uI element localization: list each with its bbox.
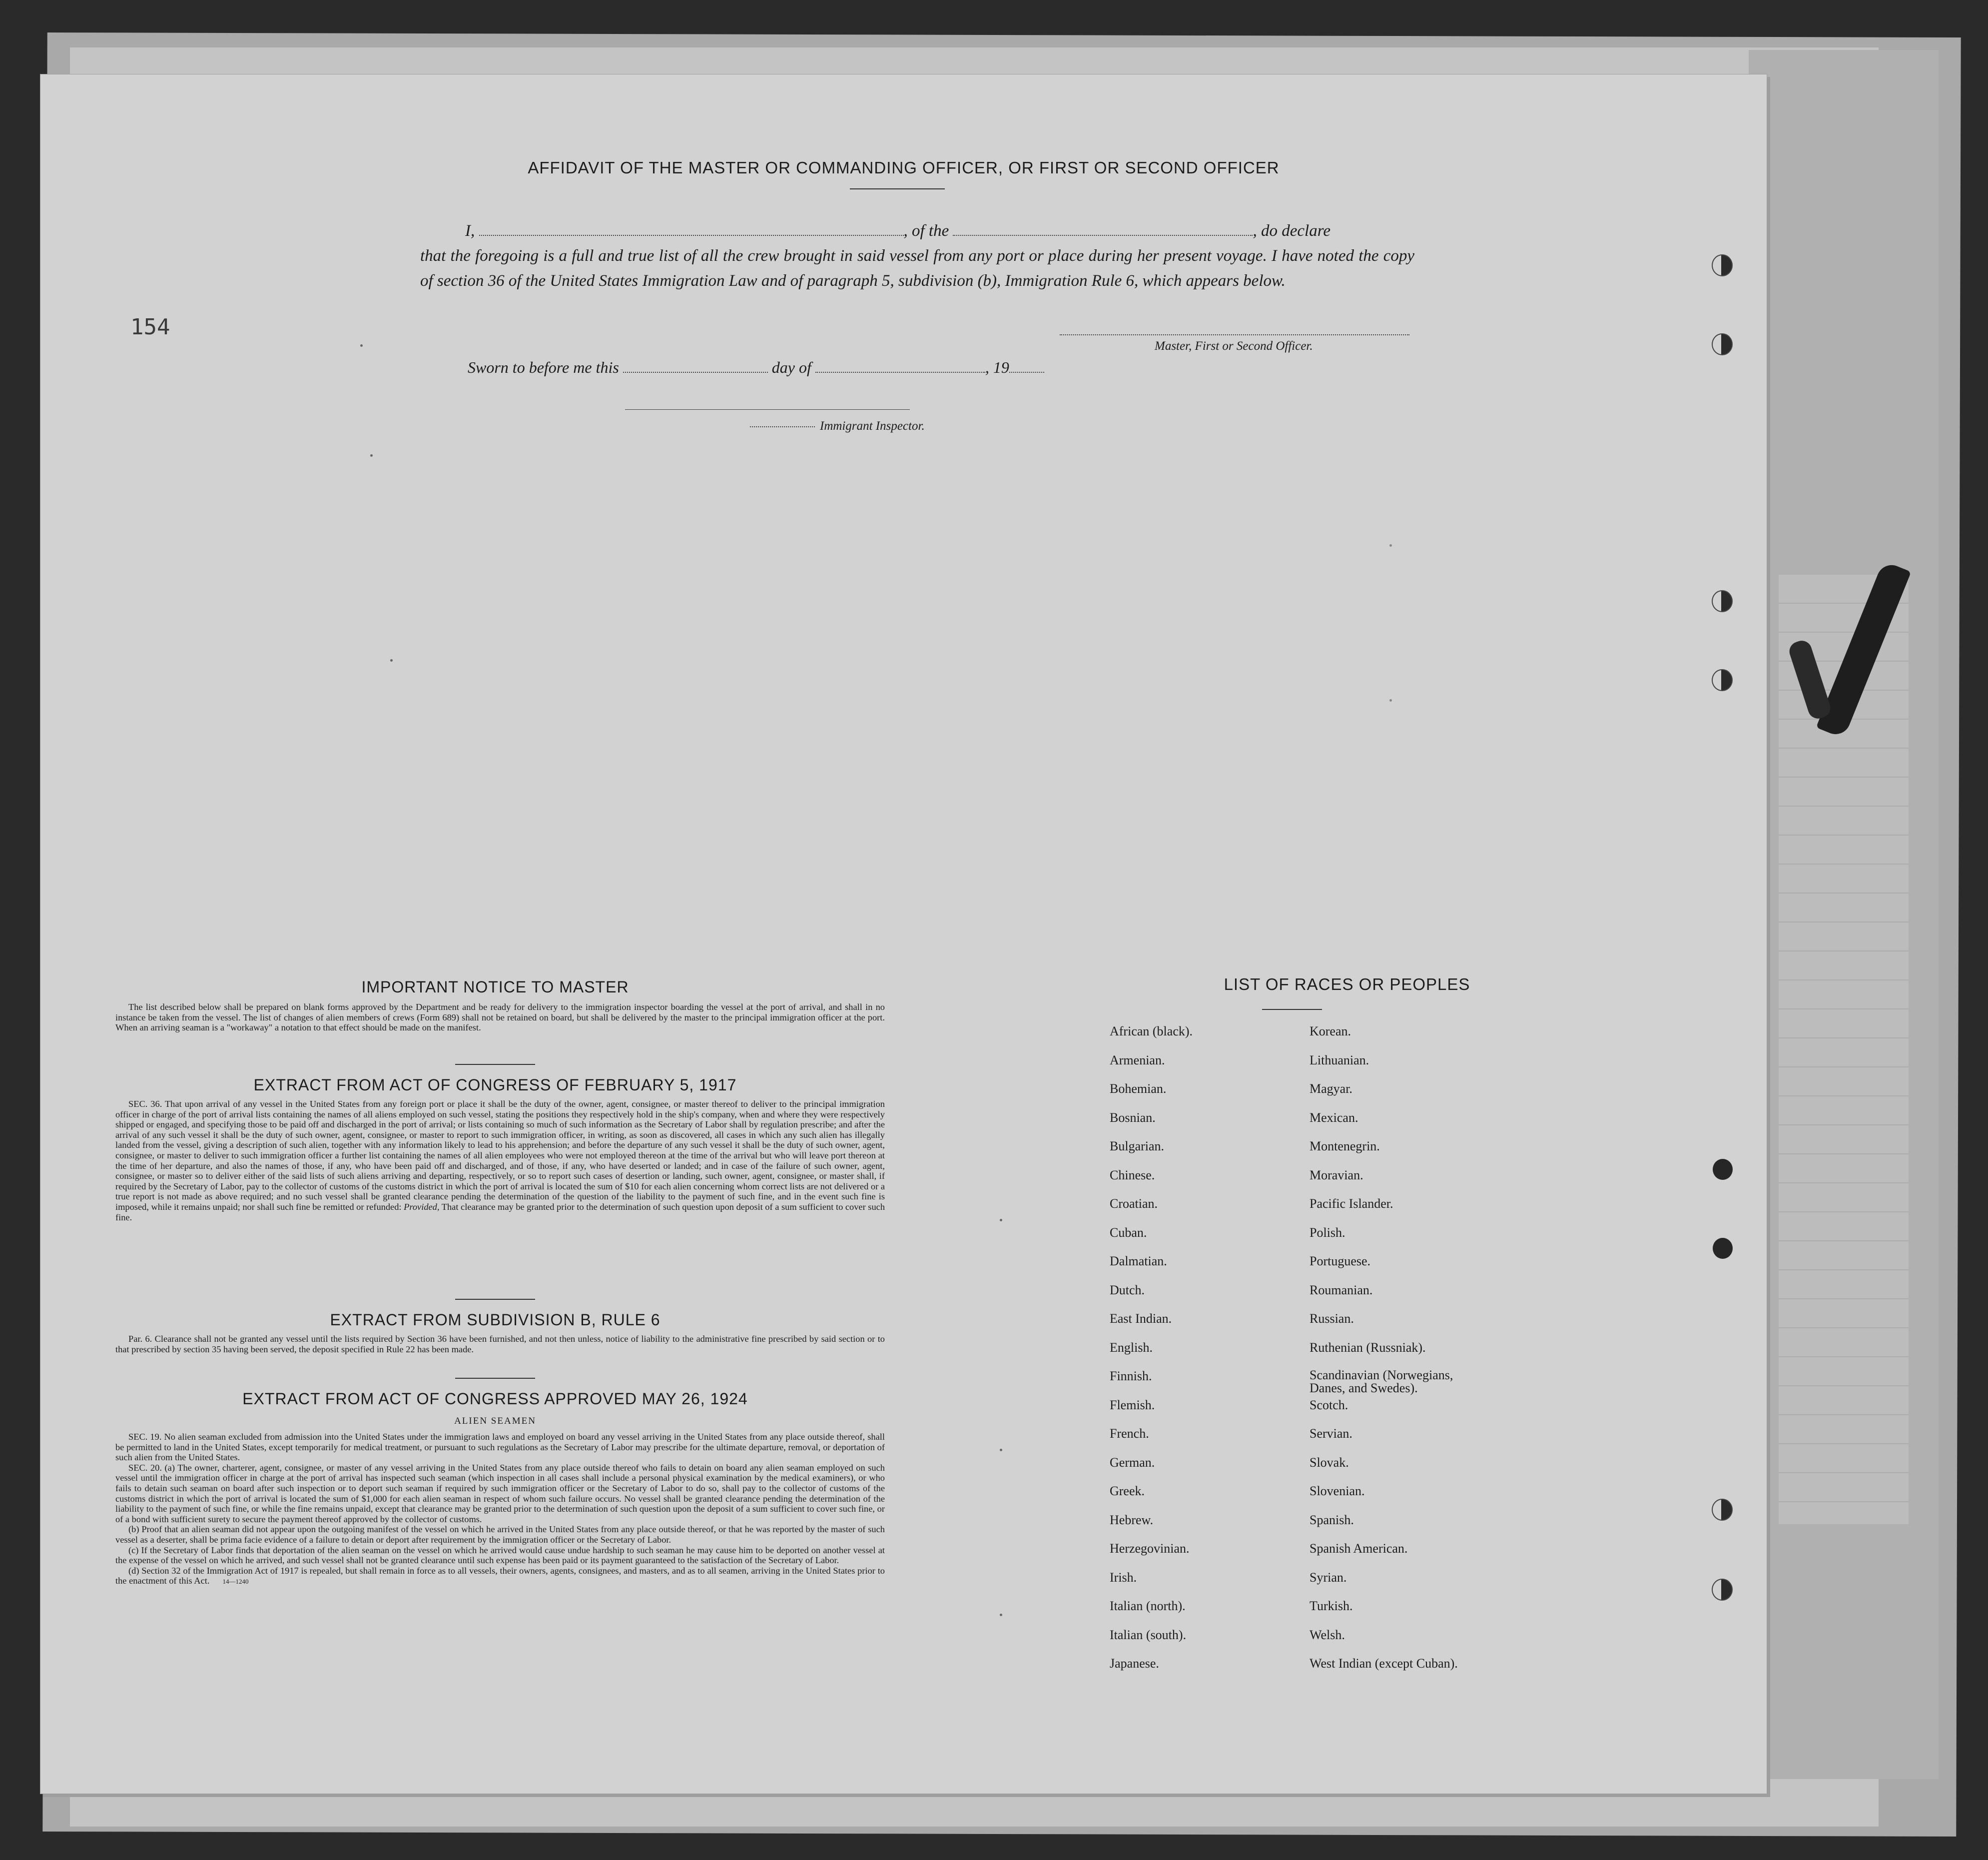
binder-hole <box>1712 254 1733 276</box>
notice-title: IMPORTANT NOTICE TO MASTER <box>361 978 629 996</box>
inspector-dots <box>750 426 815 427</box>
affidavit-title: AFFIDAVIT OF THE MASTER OR COMMANDING OFFICER, OR FIRST OR SECOND OFFICER <box>528 158 1280 177</box>
race-item: Ruthenian (Russniak). <box>1310 1340 1426 1355</box>
race-item: Servian. <box>1310 1426 1352 1441</box>
race-item: Moravian. <box>1310 1167 1363 1182</box>
race-item: Montenegrin. <box>1310 1139 1380 1153</box>
faint-dot <box>1389 544 1392 547</box>
faint-dot <box>1389 699 1392 702</box>
title-divider <box>850 188 945 189</box>
affidavit-of-the: , of the <box>903 222 949 240</box>
race-item: Lithuanian. <box>1310 1052 1369 1067</box>
section-divider <box>455 1299 535 1300</box>
race-item: Magyar. <box>1310 1081 1352 1096</box>
extract-1924-title: EXTRACT FROM ACT OF CONGRESS APPROVED MAY 26, 1924 <box>242 1390 748 1408</box>
race-item: Dutch. <box>1110 1282 1145 1297</box>
affidavit-page <box>40 74 1767 1794</box>
affidavit-declare: , do declare <box>1253 222 1330 240</box>
race-item: German. <box>1110 1455 1155 1470</box>
race-item: Dalmatian. <box>1110 1254 1167 1268</box>
year-blank[interactable] <box>1009 372 1044 373</box>
section-divider <box>455 1064 535 1065</box>
race-item: Pacific Islander. <box>1310 1196 1393 1211</box>
year-label: , 19 <box>985 358 1009 376</box>
race-item: Bulgarian. <box>1110 1139 1165 1153</box>
race-item: Hebrew. <box>1110 1512 1154 1527</box>
race-item: Bosnian. <box>1110 1110 1156 1125</box>
race-item: Welsh. <box>1310 1627 1345 1642</box>
faint-dot <box>1000 1449 1002 1451</box>
margin-number: 154 <box>130 314 170 340</box>
sec36-text: SEC. 36. That upon arrival of any vessel in the United States from any foreign port or place it shall be the duty of the owner, agent, consignee, or master thereof to deliver to the principal immigration officer in charge of the port of arrival lists containing the names of all aliens employed on such vessel, stating the positions they respectively hold in the ship's company, when and where they were respectively shipped or engaged, and specifying those to be paid off and discharged in the port of arrival; or lists containing so much of such information as the Secretary of Labor shall by regulation prescribe; and after the arrival of any such vessel it shall be the duty of such owner, agent, consignee, or master to report to such immigration officer, in writing, as soon as discovered, all cases in which any such alien has illegally landed from the vessel, giving a description of such alien, together with any information likely to lead to his apprehension; and before the departure of any such vessel it shall be the duty of such owner, agent, consignee, or master to deliver to such immigration officer a further list containing the names of all alien employees who were not employed thereon at the time of the arrival but who will leave port thereon at the time of her departure, and also the names of those, if any, who have been paid off and discharged, and of those, if any, who have deserted or landed; and in case of the failure of such owner, agent, consignee, or master so to deliver either of the said lists of such aliens arriving and departing, respectively, or so to report such cases of desertion or landing, such owner, agent, consignee, or master shall, if required by the Secretary of Labor, pay to the collector of customs of the customs district in which the port of arrival is located the sum of $10 for each alien concerning whom correct lists are not delivered or a true report is not made as above required; and no such vessel shall be granted clearance pending the determination of the question of the liability to the payment of such fine, and in the event such fine is imposed, while it remains unpaid; nor shall such fine be remitted or refunded: <box>115 1099 885 1212</box>
affidavit-text <box>420 218 1414 293</box>
race-item: Roumanian. <box>1310 1282 1373 1297</box>
faint-dot <box>360 344 363 347</box>
sec20d-paragraph: (d) Section 32 of the Immigration Act of 1917 is repealed, but shall remain in force as to all vessels, their owners, agents, consignees, and masters, and as to all seamen, arriving in the United States prior to the enactment of this Act. <box>115 1565 885 1586</box>
race-item: Bohemian. <box>1110 1081 1167 1096</box>
race-item: Scandinavian (Norwegians, Danes, and Swedes). <box>1310 1368 1453 1395</box>
binder-hole <box>1712 333 1733 355</box>
day-blank[interactable] <box>623 372 768 373</box>
binder-hole <box>1713 1159 1733 1180</box>
race-item: French. <box>1110 1426 1149 1441</box>
faint-dot <box>390 659 393 662</box>
affidavit-i: I, <box>465 222 475 240</box>
faint-dot <box>370 454 373 457</box>
race-item: Italian (south). <box>1110 1627 1187 1642</box>
section-divider <box>455 1378 535 1379</box>
extract-1924-text <box>115 1432 885 1587</box>
sec20a-paragraph: SEC. 20. (a) The owner, charterer, agent, consignee, or master of any vessel arriving in the United States from any place outside thereof who fails to detain on board any alien seaman employed on such vessel until the immigration officer in charge at the port of arrival has inspected such seaman (which inspection in all cases shall include a personal physical examination by the medical examiners), or who fails to detain such seaman on board after such inspection or to deport such seaman if required by such immigration officer or the Secretary of Labor to do so, shall pay to the collector of customs of the customs district in which the port of arrival is located the sum of $1,000 for each alien seaman in respect of whom such failure occurs. No vessel shall be granted clearance pending the determination of the liability to the payment of such fine, or while the fine remains unpaid, except that clearance may be granted prior to the determination of such question upon the deposit of a sum sufficient to cover such fine, or of a bond with sufficient surety to secure the payment thereof approved by the collector of customs. <box>115 1462 885 1524</box>
faint-dot <box>1000 1219 1002 1221</box>
form-number: 14—1240 <box>222 1578 249 1586</box>
race-item: Syrian. <box>1310 1570 1347 1585</box>
races-divider <box>1262 1009 1322 1010</box>
race-item: English. <box>1110 1340 1153 1355</box>
race-item: Spanish. <box>1310 1512 1354 1527</box>
race-item: West Indian (except Cuban). <box>1310 1656 1458 1671</box>
race-item: Cuban. <box>1110 1225 1147 1240</box>
race-item: Korean. <box>1310 1024 1351 1038</box>
race-item: Russian. <box>1310 1311 1354 1326</box>
race-item: Turkish. <box>1310 1599 1353 1613</box>
race-item: Scotch. <box>1310 1397 1348 1412</box>
sec20c-paragraph: (c) If the Secretary of Labor finds that deportation of the alien seaman on the vessel on which he arrived would cause undue hardship to such seaman he may cause him to be deported on another vessel at the expense of the vessel on which he arrived, and such vessel shall not be granted clearance until such expense has been paid or its payment guaranteed to the satisfaction of the Secretary of Labor. <box>115 1545 885 1566</box>
extract-1917-text <box>115 1099 885 1222</box>
race-item: Portuguese. <box>1310 1254 1371 1268</box>
proviso-label: Provided, <box>404 1201 440 1212</box>
sworn-line <box>468 358 1044 377</box>
extract-rule6-text <box>115 1334 885 1354</box>
race-item: East Indian. <box>1110 1311 1172 1326</box>
binder-hole <box>1712 1579 1733 1601</box>
day-of-label: day of <box>771 358 811 376</box>
binder-hole <box>1712 669 1733 691</box>
faint-dot <box>1000 1614 1002 1616</box>
race-item: Chinese. <box>1110 1167 1155 1182</box>
races-title: LIST OF RACES OR PEOPLES <box>1224 975 1470 993</box>
extract-rule6-title: EXTRACT FROM SUBDIVISION B, RULE 6 <box>330 1311 661 1329</box>
sworn-prefix: Sworn to before me this <box>468 358 619 376</box>
inspector-label: Immigrant Inspector. <box>820 419 925 433</box>
race-item: Greek. <box>1110 1484 1145 1498</box>
race-item: Herzegovinian. <box>1110 1541 1190 1556</box>
race-item: Italian (north). <box>1110 1599 1186 1613</box>
binder-hole <box>1712 1499 1733 1521</box>
notice-paragraph: The list described below shall be prepared on blank forms approved by the Department and be ready for delivery to the immigration inspector boarding the vessel at the port of arrival, and shall in no instance be taken from the vessel. The list of changes of alien members of crews (Form 689) shall not be retained on board, but shall be delivered by the master to the principal immigration officer at the port. When an arriving seaman is a "workaway" a notation to that effect should be made on the manifest. <box>115 1002 885 1033</box>
rule6-paragraph: Par. 6. Clearance shall not be granted any vessel until the lists required by Section 36 have been furnished, and not then unless, notice of liability to the administrative fine prescribed by said section or to that prescribed by section 35 having been served, the deposit specified in Rule 22 has been made. <box>115 1334 885 1354</box>
master-signature-line[interactable] <box>1060 334 1409 335</box>
month-blank[interactable] <box>815 372 985 373</box>
race-item: Polish. <box>1310 1225 1345 1240</box>
alien-seamen-subtitle: ALIEN SEAMEN <box>454 1416 536 1426</box>
race-item: Slovak. <box>1310 1455 1349 1470</box>
vessel-blank[interactable] <box>953 235 1253 236</box>
binder-hole <box>1712 590 1733 612</box>
binder-hole <box>1713 1238 1733 1259</box>
race-item: Slovenian. <box>1310 1484 1365 1498</box>
sec36-proviso-text: That clearance may be granted prior to the determination of such question upon deposit of a sum sufficient to cover such fine. <box>115 1201 885 1222</box>
inspector-signature-line[interactable] <box>625 409 910 410</box>
sec20b-paragraph: (b) Proof that an alien seaman did not appear upon the outgoing manifest of the vessel on which he arrived in the United States from any place outside thereof, or that he was reported by the master of such vessel as a deserter, shall be prima facie evidence of a failure to detain or deport after requirement by the immigration officer or the Secretary of Labor. <box>115 1524 885 1545</box>
race-item: African (black). <box>1110 1024 1193 1038</box>
affidavit-body: that the foregoing is a full and true list of all the crew brought in said vessel from any port or place during her present voyage. I have noted the copy of section 36 of the United States Immigration Law and of paragraph 5, subdivision (b), Immigration Rule 6, which appears below. <box>420 247 1414 290</box>
race-item: Mexican. <box>1310 1110 1358 1125</box>
race-item: Finnish. <box>1110 1369 1152 1383</box>
extract-1917-title: EXTRACT FROM ACT OF CONGRESS OF FEBRUARY 5, 1917 <box>253 1076 737 1094</box>
sec19-paragraph: SEC. 19. No alien seaman excluded from admission into the United States under the immigration laws and employed on board any vessel arriving in the United States from any place outside thereof, shall be permitted to land in the United States, except temporarily for medical treatment, or pursuant to such regulations as the Secretary of Labor may prescribe for the ultimate departure, removal, or deportation of such alien from the United States. <box>115 1432 885 1463</box>
race-item: Armenian. <box>1110 1052 1165 1067</box>
race-item: Irish. <box>1110 1570 1137 1585</box>
race-item: Spanish American. <box>1310 1541 1408 1556</box>
race-item: Croatian. <box>1110 1196 1158 1211</box>
race-item: Flemish. <box>1110 1397 1155 1412</box>
notice-text <box>115 1002 885 1033</box>
master-label: Master, First or Second Officer. <box>1155 339 1313 353</box>
race-item: Japanese. <box>1110 1656 1159 1671</box>
name-blank[interactable] <box>479 235 904 236</box>
